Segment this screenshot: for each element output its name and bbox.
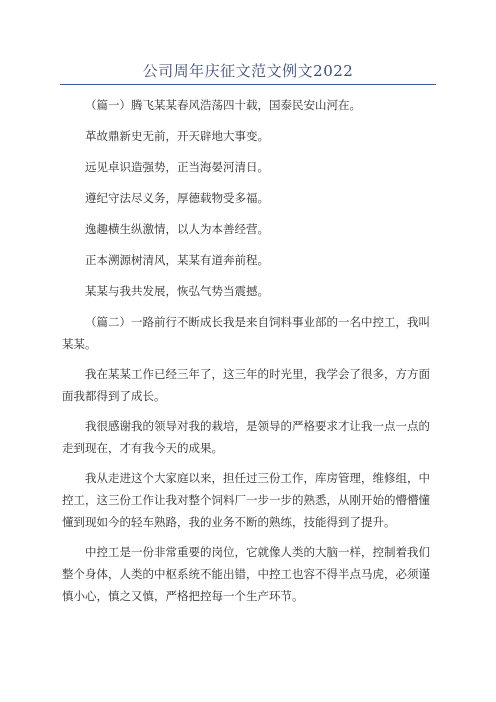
paragraph: 远见卓识造强势，正当海晏河清日。 [85, 160, 269, 174]
document-body [62, 94, 436, 615]
paragraph: 某某与我共发展，恢弘气势当震撼。 [85, 284, 269, 298]
paragraph: 我很感谢我的领导对我的栽培，是领导的严格要求才让我一点一点的走到现在，才有我今天的成果。 [62, 419, 430, 455]
document-title: 公司周年庆征文范文例文2022 [142, 62, 354, 80]
paragraph: 逸趣横生纵激情，以人为本善经营。 [85, 222, 269, 236]
paragraph: 我在某某工作已经三年了，这三年的时光里，我学会了很多，方方面面我都得到了成长。 [62, 367, 430, 403]
paragraph: 革故鼎新史无前，开天辟地大事变。 [85, 129, 269, 143]
paragraph: 中控工是一份非常重要的岗位，它就像人类的大脑一样，控制着我们整个身体，人类的中枢系统不能出错，中控工也容不得半点马虎，必须谨慎小心，慎之又慎，严格把控每一个生产环节。 [62, 545, 430, 603]
paragraph: （篇二）一路前行不断成长我是来自饲料事业部的一名中控工，我叫某某。 [62, 315, 430, 351]
paragraph: 我从走进这个大家庭以来，担任过三份工作，库房管理，维修组，中控工，这三份工作让我对整个饲料厂一步一步的熟悉，从刚开始的懵懵懂懂到现如今的轻车熟路，我的业务不断的熟练，技能得到了提升。 [62, 471, 430, 529]
title-divider [60, 84, 436, 85]
paragraph: 正本溯源树清风，某某有道奔前程。 [85, 253, 269, 267]
paragraph: （篇一）腾飞某某春风浩荡四十载，国泰民安山河在。 [85, 98, 361, 112]
paragraph: 遵纪守法尽义务，厚德载物受多福。 [85, 191, 269, 205]
